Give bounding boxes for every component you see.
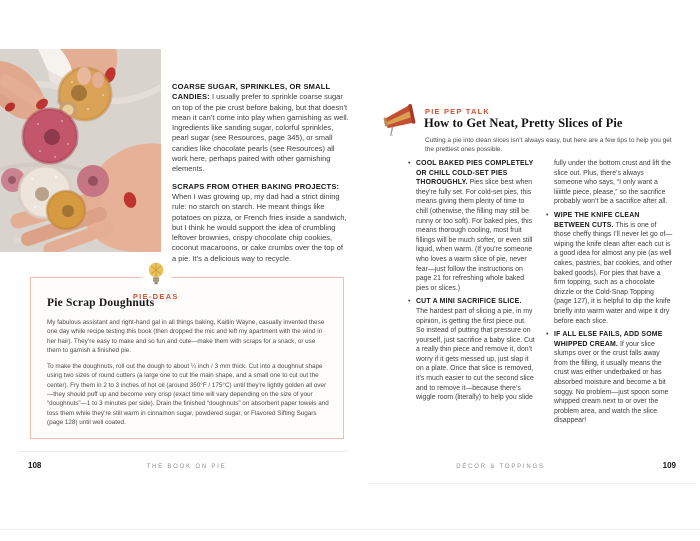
bullet: •	[546, 211, 549, 219]
megaphone-icon	[383, 103, 421, 136]
recipe-paragraph: To make the doughnuts, roll out the dough to about ¼ inch / 3 mm thick. Cut into a doughnut shape using two sizes of round cutters (a large one to cut the main shape, and a small one to cut out the center). Fry them in 2 to 3 inches of hot oil (around 350°F / 175°C) until they’re lightly golden all over—they should puff up and become very crisp (exact time will vary depending on the size of your “doughnuts”—1 to 3 minutes per side). Drain the finished “doughnuts” on absorbent paper towels and toss them while they’re still warm in cinnamon sugar, powdered sugar, or Flavored Sifting Sugars (page 128) until well coated.	[47, 363, 329, 426]
recipe-paragraph: My fabulous assistant and right-hand gal in all things baking, Kaitlin Wayne, casually invented these one day while recipe testing this book (then dropped the mic and left my apartment with the wind in her hair). They’re easy to make and so fun and cute—make them with scraps for a snack, or use them to garnish a finished pie.	[47, 319, 325, 354]
tip-heading: WIPE THE KNIFE CLEAN BETWEEN CUTS.	[554, 211, 640, 229]
paragraph-coarse-sugar	[172, 82, 349, 175]
tip-body: If your slice slumps over or the crust falls away from the filling, it usually means the crust was either underbaked or has absorbed moisture and become a bit soggy. No problem—just spoon some whipped cream next to or over the problem area, and watch the slice disappear!	[554, 340, 669, 425]
tip-sacrifice-slice	[407, 297, 535, 403]
recipe-body	[47, 318, 330, 434]
article-title: How to Get Neat, Pretty Slices of Pie	[424, 116, 623, 130]
tips-column-1	[407, 159, 535, 430]
pie-deas-label: PIE-DEAS	[132, 292, 179, 301]
pie-deas-header	[133, 261, 179, 301]
left-running-title: THE BOOK ON PIE	[146, 464, 227, 470]
tip-cool-pies	[407, 159, 535, 293]
right-running-title: DÉCOR & TOPPINGS	[456, 464, 545, 470]
bullet: •	[408, 160, 411, 167]
doughnuts-photo-illustration	[0, 49, 161, 252]
page-bottom-edge	[0, 529, 700, 530]
paragraph-body: When I was growing up, my dad had a strict dining rule: no starch on starch. He meant things like potatoes on pizza, or French fries inside a sandwich, but I think he would support the idea of crumbling leftover brownies, crispy chocolate chip cookies, coconut macaroons, or cake crumbs over the top of a pie. It’s a delicious way to recycle.	[172, 191, 347, 263]
left-footer-rule	[18, 451, 348, 452]
tip-heading: COOL BAKED PIES COMPLETELY OR CHILL COLD-SET PIES THOROUGHLY.	[416, 160, 534, 187]
tip-whipped-cream	[545, 330, 673, 426]
lightbulb-icon	[141, 261, 171, 287]
run-in-heading: COARSE SUGAR, SPRINKLES, OR SMALL CANDIES:	[172, 82, 331, 102]
right-page-edge	[368, 483, 696, 484]
tip-continuation: fully under the bottom crust and lift the slice out. Plus, there’s always someone who says, “I only want a liiiittle piece, please,” so the sacrifice probably won’t be a sacrifice after all.	[554, 160, 671, 206]
left-page-number: 108	[28, 461, 42, 470]
garnish-text-column	[172, 82, 349, 264]
tip-wipe-knife	[545, 211, 673, 326]
pep-talk-label: PIE PEP TALK	[425, 107, 490, 116]
bullet: •	[408, 298, 411, 306]
paragraph-scraps	[172, 182, 349, 264]
pie-deas-box	[30, 277, 344, 439]
tips-column-2	[545, 159, 673, 430]
bullet: •	[546, 331, 549, 339]
tip-heading: CUT A MINI SACRIFICE SLICE.	[416, 298, 522, 306]
run-in-heading: SCRAPS FROM OTHER BAKING PROJECTS:	[172, 181, 340, 191]
article-intro: Cutting a pie into clean slices isn’t always easy, but here are a few tips to help you get the prettiest ones possible.	[425, 137, 672, 153]
tips-columns	[407, 159, 673, 430]
pie-scrap-doughnuts-photo	[0, 49, 161, 252]
tip-body: Pies slice best when they’re fully set. For cold-set pies, this means giving them plenty of time to chill (otherwise, the filling may still be runny or too soft). For baked pies, this means thorough cooling, most fruit fillings will be much softer, or even still liquid, when warm. (If you’re someone who loves a warm slice of pie, never fear—just follow the instructions on page 21 for refreshing whole baked pies or slices.)	[416, 179, 533, 292]
recipe-title: Pie Scrap Doughnuts	[47, 297, 155, 309]
tip-body: The hardest part of slicing a pie, in my opinion, is getting the first piece out. So instead of putting that pressure on yourself, just sacrifice a baby slice. Cut a really thin piece and remove it, don’t worry if it gets messed up, just slap it on a plate. Once that slice is removed, it’s much easier to cut the second slice and to remove it—because there’s wiggle room (literally) to help you slide	[416, 307, 535, 402]
paragraph-body: I usually prefer to sprinkle coarse sugar on top of the pie crust before baking, but that doesn’t mean it can’t come into play when garnishing as well. Ingredients like sanding sugar, colorful sprinkles, pearl sugar (see Resources, page 345), or small candies like chocolate pearls (see Resources) all work here, perhaps paired with other garnishing elements.	[172, 92, 349, 174]
tip-body: This is one of those cheffy things I’ll never let go of—wiping the knife clean after each cut is a good idea for almost any pie (as well cakes, pastries, bar cookies, and other baked goods). For pies that have a firm topping, such as a chocolate drizzle or the Cold-Snap Topping (page 127), it is helpful to dip the knife briefly into warm water and wipe it dry before each slice.	[554, 221, 673, 325]
tip-heading: IF ALL ELSE FAILS, ADD SOME WHIPPED CREAM.	[554, 331, 663, 348]
right-page-number: 109	[662, 461, 676, 470]
